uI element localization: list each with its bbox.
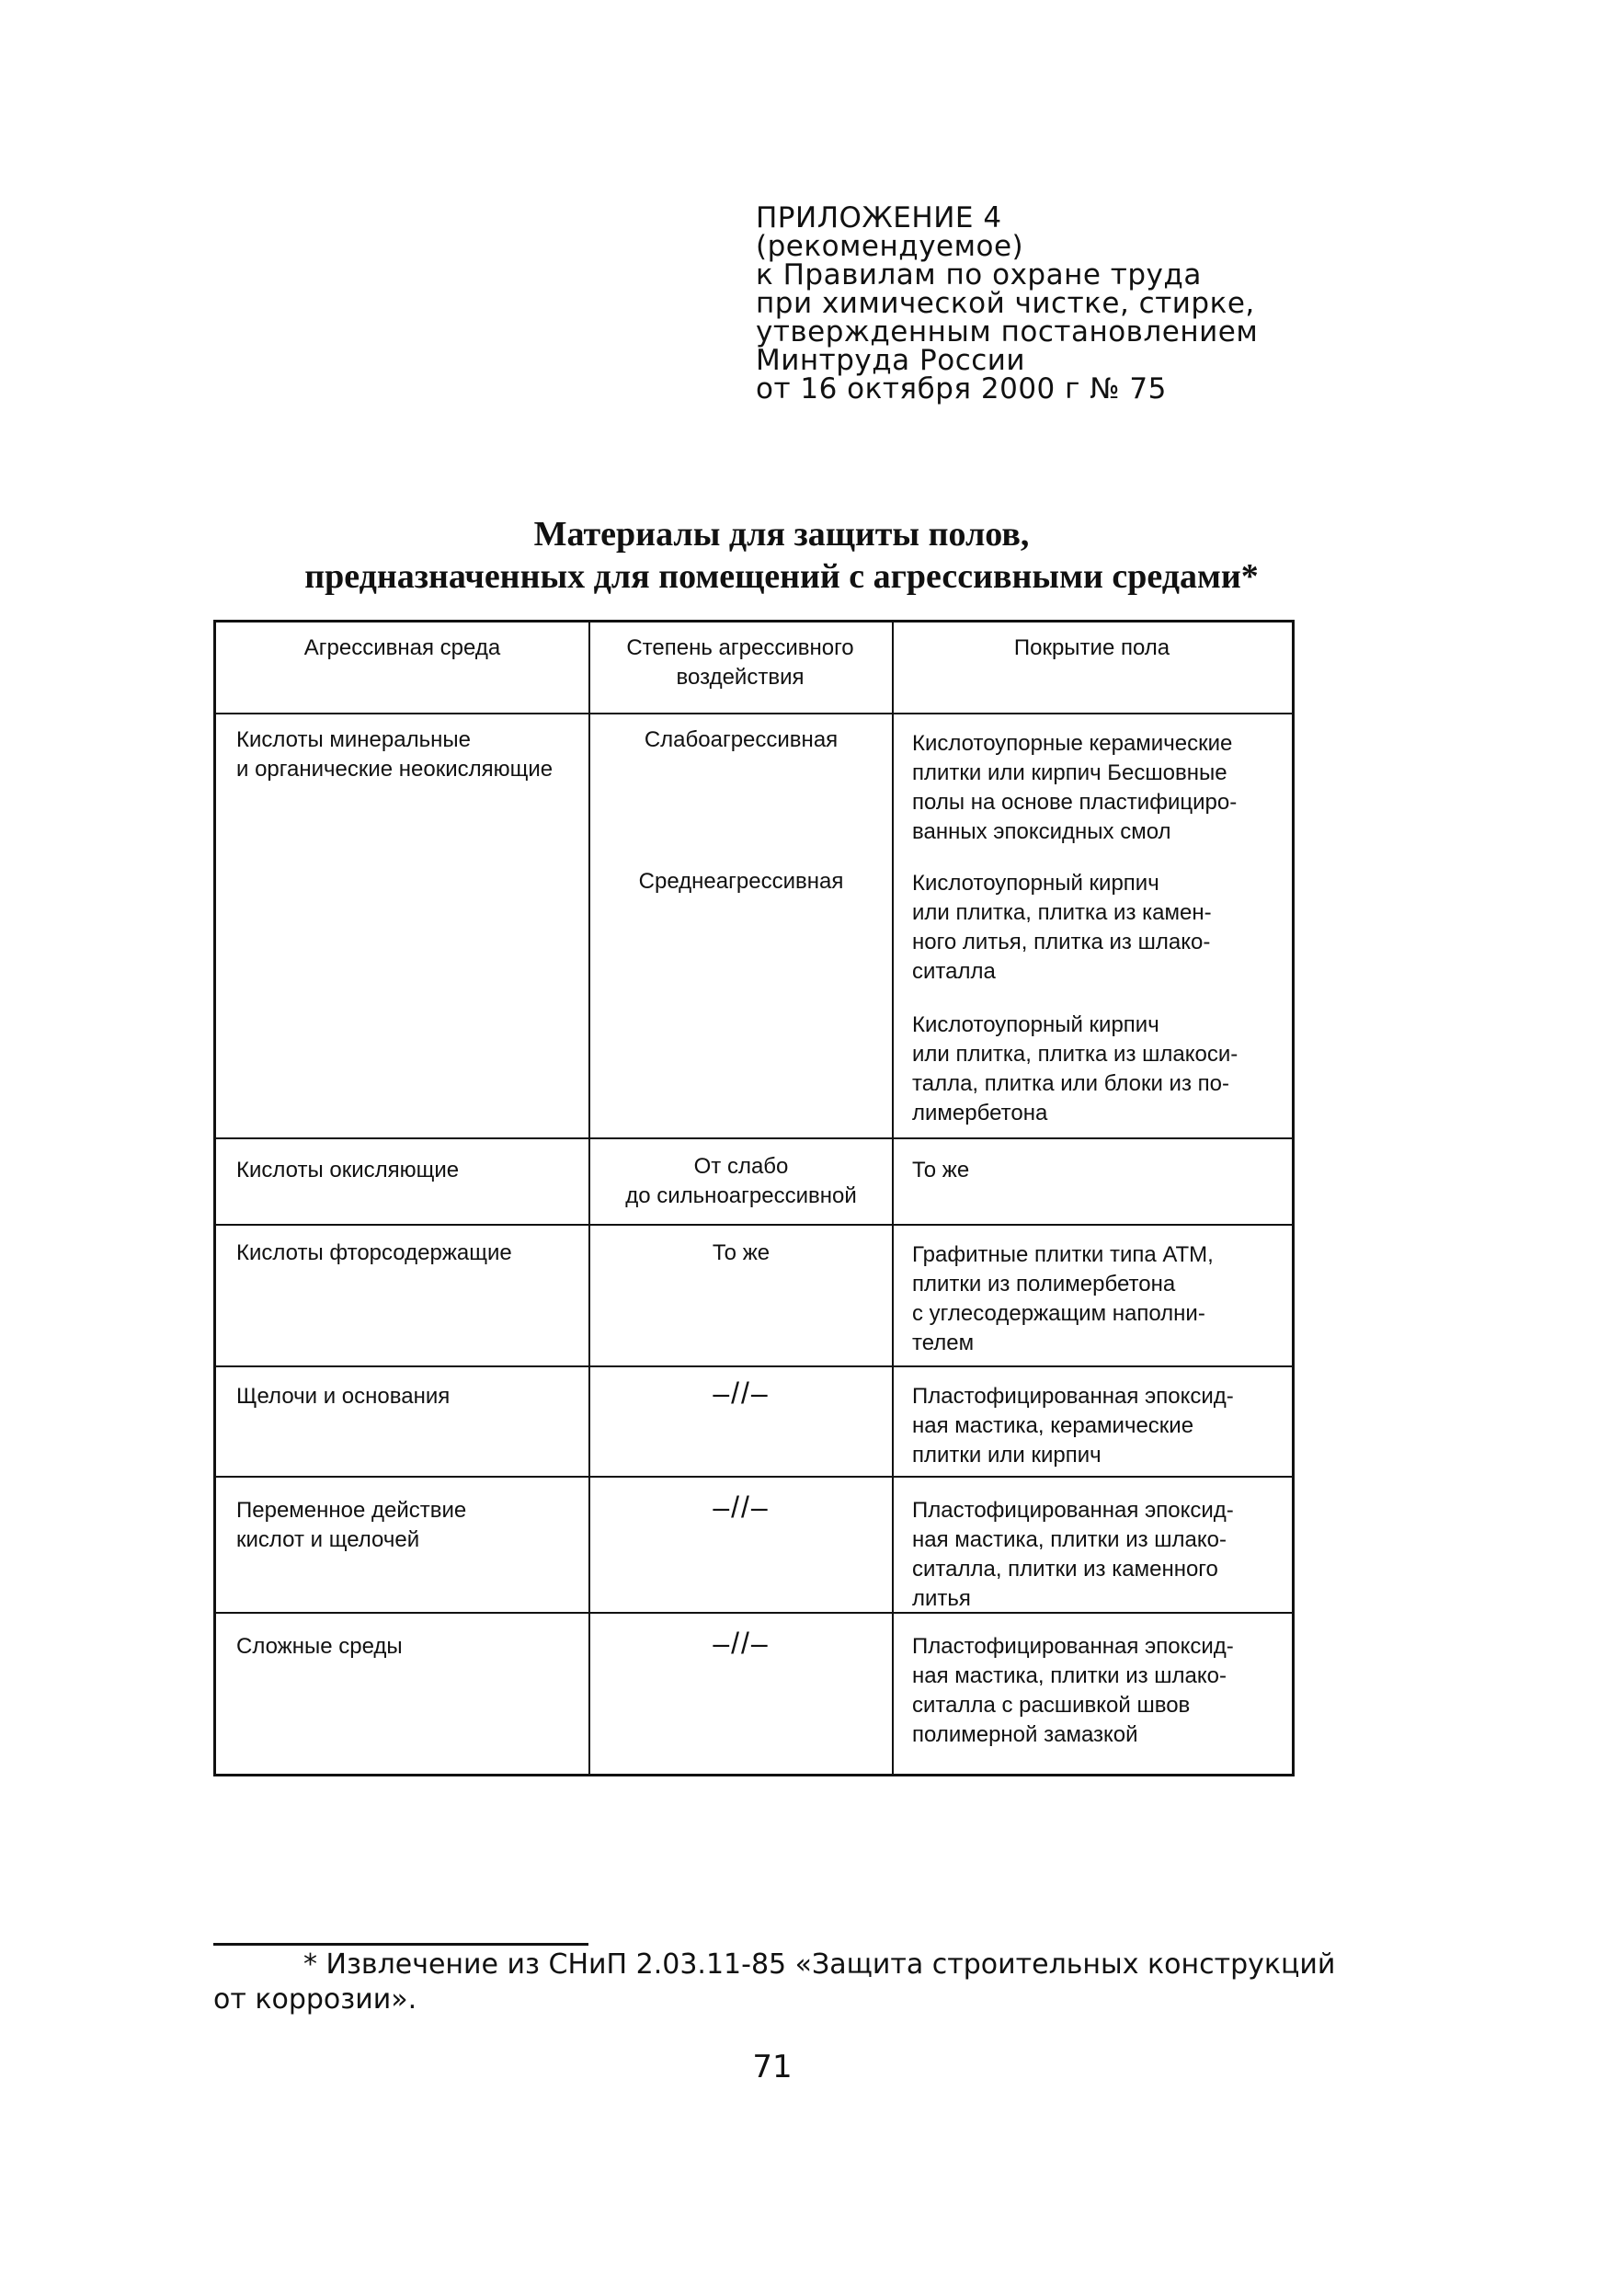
column-divider [892, 623, 894, 1774]
cell-line: талла, плитка или блоки из по- [912, 1071, 1229, 1096]
table-row-medium [236, 725, 586, 784]
table-row-coating [912, 1382, 1289, 1470]
row-divider [216, 1476, 1292, 1478]
header-divider [216, 713, 1292, 714]
cell-line: или плитка, плитка из камен- [912, 900, 1212, 925]
cell-line: до сильноагрессивной [625, 1183, 857, 1208]
cell-line: и органические неокисляющие [236, 757, 554, 782]
ditto-mark: –//– [713, 1627, 770, 1660]
cell-line: плитки или кирпич [912, 1443, 1102, 1468]
row-divider [216, 1137, 1292, 1139]
footnote-rule [213, 1943, 588, 1946]
cell-line: Пластофицированная эпоксид- [912, 1384, 1234, 1409]
appendix-block [756, 201, 1399, 406]
cell-line: телем [912, 1331, 975, 1355]
footnote-line: * Извлечение из СНиП 2.03.11-85 «Защита строительных конструкций [303, 1948, 1336, 1981]
cell-line: Графитные плитки типа АТМ, [912, 1242, 1214, 1267]
cell-line: Кислоты фторсодержащие [236, 1240, 512, 1265]
table-row-degree [595, 725, 887, 755]
table-row-degree [595, 1239, 887, 1268]
header-medium: Агрессивная среда [303, 635, 501, 660]
cell-line: ситалла с расшивкой швов [912, 1693, 1191, 1718]
cell-line: полы на основе пластифициро- [912, 790, 1238, 815]
cell-line: ная мастика, керамические [912, 1413, 1194, 1438]
header-degree-line: Степень агрессивного [626, 635, 854, 660]
table-row-coating [912, 1632, 1289, 1750]
footnote [213, 1948, 1353, 2017]
appendix-line: при химической чистке, стирке, [756, 287, 1255, 320]
page-number: 71 [752, 2049, 793, 2085]
table-row-medium [236, 1632, 586, 1662]
cell-line: плитки или кирпич Бесшовные [912, 760, 1227, 785]
cell-line: Переменное действие [236, 1498, 467, 1523]
table-row-medium [236, 1382, 586, 1411]
ditto-mark: –//– [713, 1491, 770, 1524]
table-row-medium [236, 1239, 586, 1268]
table-row-degree [595, 1378, 887, 1408]
appendix-line: ПРИЛОЖЕНИЕ 4 [756, 201, 1002, 234]
cell-line: плитки из полимербетона [912, 1272, 1176, 1296]
cell-line: Кислотоупорный кирпич [912, 871, 1159, 896]
cell-line: Кислотоупорный кирпич [912, 1012, 1159, 1037]
column-divider [588, 623, 590, 1774]
table-row-coating [912, 1496, 1289, 1614]
header-coating: Покрытие пола [1013, 635, 1170, 660]
cell-line: с углесодержащим наполни- [912, 1301, 1205, 1326]
cell-line: Щелочи и основания [236, 1384, 451, 1409]
cell-line: ситалла [912, 959, 996, 984]
table-row-medium [236, 1496, 586, 1555]
table-row-coating [912, 1011, 1289, 1128]
appendix-line: (рекомендуемое) [756, 230, 1024, 263]
footnote-line: от коррозии». [213, 1983, 417, 2016]
row-divider [216, 1224, 1292, 1226]
document-title-line-1: Материалы для защиты полов, [533, 515, 1030, 554]
cell-line: ситалла, плитки из каменного [912, 1557, 1218, 1582]
cell-line: ванных эпоксидных смол [912, 819, 1171, 844]
cell-line: полимерной замазкой [912, 1722, 1138, 1747]
cell-line: Кислоты минеральные [236, 727, 471, 752]
cell-line: литья [912, 1586, 971, 1611]
cell-line: Слабоагрессивная [644, 727, 839, 752]
table-row-degree [595, 1628, 887, 1658]
document-title-line-2: предназначенных для помещений с агрессивными средами* [304, 557, 1259, 596]
table-row-degree [595, 867, 887, 897]
cell-line: То же [712, 1240, 771, 1265]
cell-line: Сложные среды [236, 1634, 403, 1659]
appendix-line: Минтруда России [756, 344, 1026, 377]
appendix-line: утвержденным постановлением [756, 315, 1259, 348]
cell-line: или плитка, плитка из шлакоси- [912, 1042, 1239, 1067]
cell-line: Кислотоупорные керамические [912, 731, 1233, 756]
cell-line: Кислоты окисляющие [236, 1158, 460, 1182]
appendix-line: к Правилам по охране труда [756, 258, 1202, 291]
cell-line: То же [912, 1158, 970, 1182]
cell-line: Среднеагрессивная [638, 869, 844, 894]
table-row-coating [912, 1156, 1289, 1185]
cell-line: ного литья, плитка из шлако- [912, 930, 1211, 954]
header-degree-line: воздействия [676, 665, 805, 690]
cell-line: ная мастика, плитки из шлако- [912, 1527, 1227, 1552]
cell-line: ная мастика, плитки из шлако- [912, 1663, 1227, 1688]
table-row-medium [236, 1156, 586, 1185]
ditto-mark: –//– [713, 1376, 770, 1410]
cell-line: От слабо [693, 1154, 789, 1179]
materials-table [213, 620, 1295, 1776]
table-row-degree [595, 1152, 887, 1211]
table-row-coating [912, 729, 1289, 847]
cell-line: Пластофицированная эпоксид- [912, 1634, 1234, 1659]
table-row-coating [912, 1240, 1289, 1358]
header-degree [588, 634, 892, 692]
cell-line: кислот и щелочей [236, 1527, 420, 1552]
table-row-coating [912, 869, 1289, 987]
cell-line: лимербетона [912, 1101, 1048, 1125]
row-divider [216, 1365, 1292, 1367]
table-row-degree [595, 1492, 887, 1522]
cell-line: Пластофицированная эпоксид- [912, 1498, 1234, 1523]
appendix-line: от 16 октября 2000 г № 75 [756, 372, 1167, 406]
